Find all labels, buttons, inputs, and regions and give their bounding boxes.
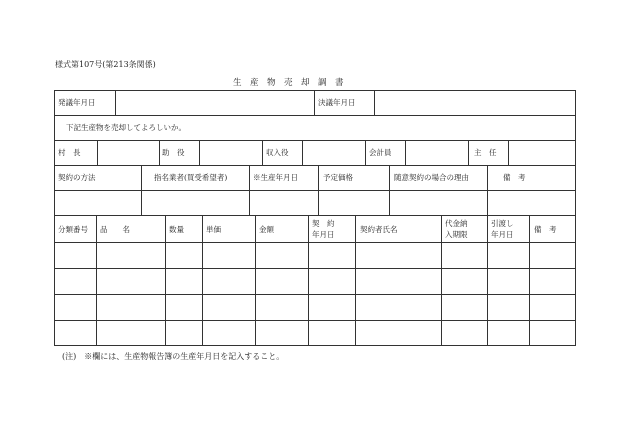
deputy-seal-field[interactable] <box>200 141 261 165</box>
delivery-date-header-bottom: 年月日 <box>491 230 514 239</box>
proposal-date-label: 発議年月日 <box>58 98 96 107</box>
class-number-header: 分類番号 <box>58 225 88 234</box>
village-head-label: 村 長 <box>58 148 81 157</box>
planned-price-field[interactable] <box>319 191 388 215</box>
contract-date-header-bottom: 年月日 <box>312 230 335 239</box>
decision-date-label: 決議年月日 <box>318 98 356 107</box>
col-divider <box>365 140 366 165</box>
planned-price-label: 予定価格 <box>323 173 353 182</box>
private-contract-reason-field[interactable] <box>390 191 486 215</box>
table-row[interactable] <box>55 269 575 294</box>
proposal-date-field[interactable] <box>116 91 313 115</box>
remarks-field[interactable] <box>488 191 575 215</box>
private-contract-reason-label: 随意契約の場合の理由 <box>394 173 469 182</box>
footnote: (注) ※欄には、生産物報告簿の生産年月日を記入すること。 <box>62 352 285 361</box>
deputy-label: 助 役 <box>162 148 185 157</box>
production-date-field[interactable] <box>250 191 317 215</box>
table-row[interactable] <box>55 321 575 345</box>
treasurer-label: 収入役 <box>266 148 289 157</box>
chief-seal-field[interactable] <box>509 141 575 165</box>
contract-method-label: 契約の方法 <box>58 173 96 182</box>
contract-date-header-top: 契 約 <box>312 219 335 228</box>
accountant-seal-field[interactable] <box>406 141 467 165</box>
col-divider <box>314 90 315 115</box>
table-row[interactable] <box>55 295 575 320</box>
accountant-label: 会計員 <box>369 148 392 157</box>
unit-price-header: 単価 <box>206 225 221 234</box>
payment-deadline-header-bottom: 入期限 <box>445 230 468 239</box>
remarks-label: 備 考 <box>503 173 526 182</box>
col-divider <box>468 140 469 165</box>
designated-buyer-label: 指名業者(買受希望者) <box>154 173 228 182</box>
row-divider <box>54 115 576 116</box>
quantity-header: 数量 <box>169 225 184 234</box>
form-number: 様式第107号(第213条関係) <box>55 60 156 69</box>
contract-method-field[interactable] <box>55 191 140 215</box>
item-name-header: 品 名 <box>100 225 130 234</box>
sale-request-text: 下記生産物を売却してよろしいか。 <box>66 123 186 132</box>
payment-deadline-header-top: 代金納 <box>445 219 468 228</box>
delivery-date-header-top: 引渡し <box>491 219 514 228</box>
contractor-name-header: 契約者氏名 <box>360 225 398 234</box>
amount-header: 金額 <box>259 225 274 234</box>
production-date-label: ※生産年月日 <box>253 173 298 182</box>
treasurer-seal-field[interactable] <box>303 141 364 165</box>
village-head-seal-field[interactable] <box>98 141 158 165</box>
item-remarks-header: 備 考 <box>534 225 557 234</box>
col-divider <box>159 140 160 165</box>
col-divider <box>262 140 263 165</box>
decision-date-field[interactable] <box>375 91 575 115</box>
row-divider <box>54 165 576 166</box>
table-row[interactable] <box>55 243 575 268</box>
chief-label: 主 任 <box>474 148 497 157</box>
designated-buyer-field[interactable] <box>142 191 248 215</box>
form-title: 生 産 物 売 却 調 書 <box>233 78 344 88</box>
row-divider <box>54 215 576 216</box>
